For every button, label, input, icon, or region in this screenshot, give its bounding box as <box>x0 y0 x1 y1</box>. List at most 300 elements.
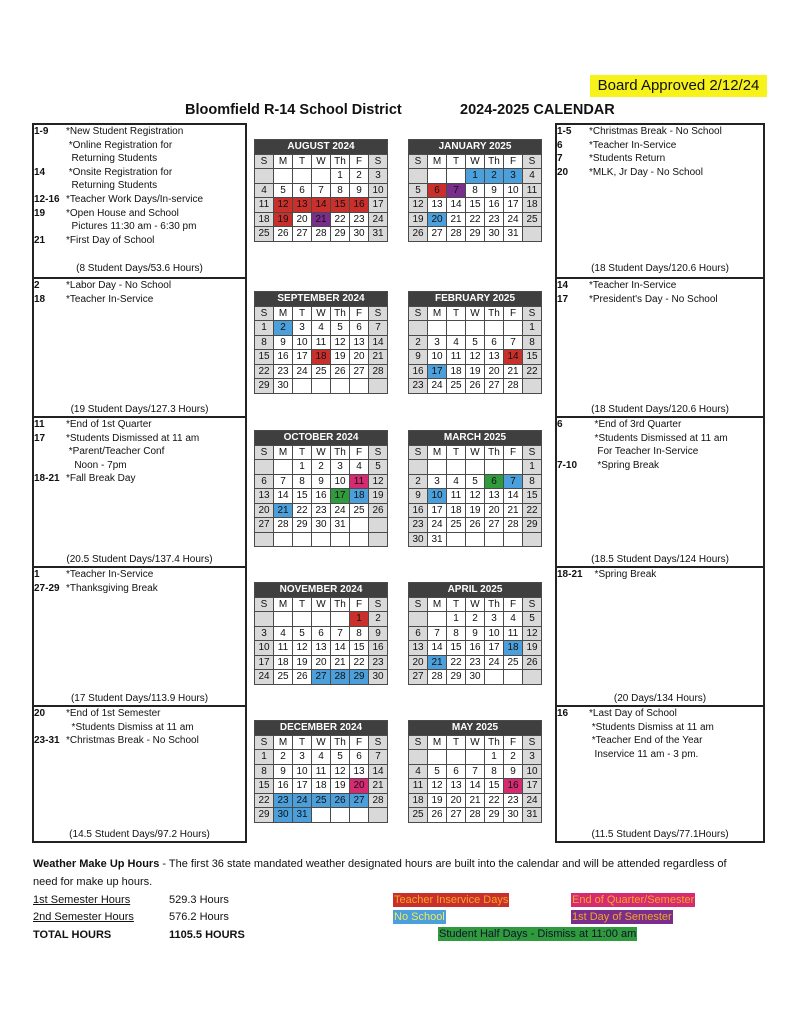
day-cell: 8 <box>255 764 274 779</box>
day-cell: 24 <box>331 503 350 518</box>
day-cell: 18 <box>447 503 466 518</box>
note-text <box>66 707 194 734</box>
week-row <box>255 489 388 504</box>
month-total: (20 Days/134 Hours) <box>613 693 707 705</box>
note-line: *Last Day of School <box>589 708 677 719</box>
day-cell: 25 <box>350 503 369 518</box>
day-cell: 8 <box>523 335 542 350</box>
day-cell <box>504 670 523 685</box>
week-row <box>409 503 542 518</box>
month-header-row <box>255 583 388 598</box>
note-date: 17 <box>34 432 46 444</box>
week-row <box>255 474 388 489</box>
day-cell <box>428 169 447 184</box>
day-cell: 8 <box>350 626 369 641</box>
note-text <box>66 582 158 596</box>
day-cell: 17 <box>523 779 542 794</box>
day-cell: 14 <box>369 335 388 350</box>
day-cell: 28 <box>369 793 388 808</box>
week-row <box>255 321 388 336</box>
weekday-label: F <box>504 735 523 750</box>
day-cell: 28 <box>274 518 293 533</box>
day-cell: 14 <box>274 489 293 504</box>
left-month-notes <box>34 566 245 707</box>
day-cell: 28 <box>504 379 523 394</box>
day-cell-quarter: 11 <box>350 474 369 489</box>
day-cell: 4 <box>447 474 466 489</box>
day-cell: 22 <box>255 793 274 808</box>
week-row <box>255 808 388 823</box>
day-cell: 26 <box>369 503 388 518</box>
weekday-label: M <box>274 735 293 750</box>
day-cell: 27 <box>409 670 428 685</box>
day-cell-noschool: 3 <box>504 169 523 184</box>
week-row <box>409 779 542 794</box>
note-entry <box>34 293 245 307</box>
day-cell: 14 <box>369 764 388 779</box>
day-cell: 15 <box>523 489 542 504</box>
month-header-row <box>409 292 542 307</box>
day-cell: 6 <box>409 626 428 641</box>
month-total: (18.5 Student Days/124 Hours) <box>591 554 729 566</box>
day-cell: 9 <box>274 335 293 350</box>
day-cell: 15 <box>447 641 466 656</box>
day-cell: 27 <box>350 364 369 379</box>
note-line: *President's Day - No School <box>589 293 718 305</box>
week-row <box>255 198 388 213</box>
day-cell-noschool: 24 <box>293 793 312 808</box>
day-cell: 5 <box>428 764 447 779</box>
day-cell-noschool: 30 <box>274 808 293 823</box>
weekday-row <box>255 306 388 321</box>
month-total: (11.5 Student Days/77.1Hours) <box>591 829 729 841</box>
day-cell: 11 <box>312 335 331 350</box>
day-cell <box>274 169 293 184</box>
weekday-label: F <box>504 306 523 321</box>
day-cell <box>274 532 293 547</box>
month-total: (17 Student Days/113.9 Hours) <box>70 693 209 705</box>
legend-half-days: Student Half Days - Dismiss at 11:00 am <box>439 928 637 940</box>
month-header-row <box>409 140 542 155</box>
note-date: 17 <box>557 293 569 305</box>
note-entry <box>34 582 245 596</box>
day-cell: 29 <box>293 518 312 533</box>
day-cell: 9 <box>369 626 388 641</box>
note-line: *Spring Break <box>589 569 657 580</box>
day-cell: 27 <box>447 808 466 823</box>
week-row <box>255 670 388 685</box>
day-cell: 16 <box>312 489 331 504</box>
day-cell: 26 <box>274 227 293 242</box>
left-month-notes <box>34 416 245 568</box>
note-text <box>589 459 659 473</box>
weekday-label: Th <box>331 735 350 750</box>
weekday-label: S <box>369 154 388 169</box>
day-cell: 2 <box>274 750 293 765</box>
weekday-label: W <box>466 445 485 460</box>
day-cell: 16 <box>409 503 428 518</box>
day-cell: 23 <box>312 503 331 518</box>
weekday-label: F <box>350 445 369 460</box>
day-cell: 4 <box>523 169 542 184</box>
weekday-label: W <box>466 735 485 750</box>
day-cell: 2 <box>409 335 428 350</box>
day-cell: 25 <box>504 655 523 670</box>
day-cell: 6 <box>447 764 466 779</box>
month-calendar <box>408 291 542 394</box>
week-row <box>409 335 542 350</box>
day-cell: 9 <box>274 764 293 779</box>
note-text <box>66 234 154 248</box>
note-date: 18-21 <box>557 569 583 580</box>
day-cell: 17 <box>504 198 523 213</box>
day-cell: 19 <box>331 779 350 794</box>
day-cell <box>369 532 388 547</box>
note-text <box>589 293 718 307</box>
day-cell: 10 <box>293 764 312 779</box>
day-cell: 29 <box>466 227 485 242</box>
weekday-label: F <box>350 154 369 169</box>
day-cell-quarter: 20 <box>350 779 369 794</box>
week-row <box>409 183 542 198</box>
day-cell: 8 <box>466 183 485 198</box>
day-cell: 11 <box>409 779 428 794</box>
day-cell <box>428 750 447 765</box>
note-entry <box>34 472 245 486</box>
note-text <box>589 418 728 459</box>
month-name: MARCH 2025 <box>409 431 542 446</box>
day-cell: 29 <box>485 808 504 823</box>
weekday-label: F <box>350 597 369 612</box>
day-cell-noschool: 25 <box>312 793 331 808</box>
day-cell: 20 <box>447 793 466 808</box>
day-cell: 14 <box>504 489 523 504</box>
note-text <box>589 125 722 139</box>
note-text <box>66 193 203 207</box>
day-cell: 5 <box>274 183 293 198</box>
note-date: 6 <box>557 139 563 151</box>
weekday-label: T <box>293 306 312 321</box>
week-row <box>409 198 542 213</box>
day-cell: 26 <box>331 364 350 379</box>
day-cell-firstday: 7 <box>447 183 466 198</box>
sem2-label: 2nd Semester Hours <box>33 911 134 923</box>
day-cell: 22 <box>523 364 542 379</box>
note-date: 12-16 <box>34 193 60 205</box>
day-cell: 1 <box>255 750 274 765</box>
weekday-label: F <box>350 735 369 750</box>
day-cell <box>350 808 369 823</box>
day-cell: 12 <box>331 764 350 779</box>
note-date: 20 <box>34 708 46 719</box>
note-entry <box>34 568 245 582</box>
day-cell: 22 <box>255 364 274 379</box>
week-row <box>255 793 388 808</box>
day-cell <box>409 612 428 627</box>
day-cell: 9 <box>312 474 331 489</box>
weekday-row <box>255 735 388 750</box>
weekday-label: W <box>466 306 485 321</box>
sem1-value: 529.3 Hours <box>169 894 229 906</box>
day-cell: 28 <box>447 227 466 242</box>
day-cell: 1 <box>293 460 312 475</box>
month-name: SEPTEMBER 2024 <box>255 292 388 307</box>
day-cell: 23 <box>409 518 428 533</box>
day-cell: 18 <box>274 655 293 670</box>
weekday-label: S <box>255 735 274 750</box>
note-entry <box>34 707 245 734</box>
day-cell-noschool: 28 <box>331 670 350 685</box>
month-total: (14.5 Student Days/97.2 Hours) <box>69 829 210 841</box>
day-cell: 19 <box>523 641 542 656</box>
day-cell: 21 <box>369 350 388 365</box>
day-cell: 1 <box>255 321 274 336</box>
day-cell: 22 <box>293 503 312 518</box>
day-cell <box>447 321 466 336</box>
note-text <box>66 166 172 193</box>
weekday-label: S <box>255 154 274 169</box>
note-entry <box>557 152 763 166</box>
day-cell: 20 <box>255 503 274 518</box>
day-cell-half: 17 <box>331 489 350 504</box>
day-cell: 5 <box>369 460 388 475</box>
weather-text: - The first 36 state mandated weather designated hours are built into the calendar and will be attended regardless of <box>159 858 727 870</box>
note-text <box>66 293 153 307</box>
month-header-row <box>409 583 542 598</box>
day-cell: 2 <box>409 474 428 489</box>
note-line: *Teacher End of the Year <box>589 735 703 747</box>
week-row <box>409 764 542 779</box>
month-calendar <box>254 720 388 823</box>
note-entry <box>557 707 763 761</box>
day-cell: 15 <box>523 350 542 365</box>
day-cell: 31 <box>523 808 542 823</box>
day-cell: 7 <box>369 321 388 336</box>
weekday-label: Th <box>485 154 504 169</box>
day-cell: 21 <box>504 503 523 518</box>
day-cell: 23 <box>485 212 504 227</box>
day-cell: 12 <box>369 474 388 489</box>
day-cell <box>485 532 504 547</box>
week-row <box>255 655 388 670</box>
day-cell: 30 <box>485 227 504 242</box>
day-cell: 15 <box>485 779 504 794</box>
day-cell: 29 <box>255 808 274 823</box>
day-cell: 19 <box>466 364 485 379</box>
day-cell: 27 <box>428 227 447 242</box>
day-cell: 12 <box>331 335 350 350</box>
note-date: 18 <box>34 293 46 305</box>
day-cell: 24 <box>504 212 523 227</box>
note-entry <box>34 207 245 234</box>
day-cell: 3 <box>428 474 447 489</box>
day-cell: 13 <box>485 350 504 365</box>
day-cell <box>447 532 466 547</box>
day-cell <box>428 460 447 475</box>
weekday-label: W <box>312 154 331 169</box>
day-cell: 12 <box>466 489 485 504</box>
week-row <box>409 379 542 394</box>
day-cell: 9 <box>409 350 428 365</box>
day-cell <box>293 532 312 547</box>
week-row <box>255 612 388 627</box>
note-date: 27-29 <box>34 582 60 594</box>
weekday-label: T <box>447 445 466 460</box>
day-cell: 14 <box>466 779 485 794</box>
day-cell-noschool: 10 <box>428 489 447 504</box>
weekday-label: S <box>369 306 388 321</box>
day-cell: 13 <box>428 198 447 213</box>
weekday-row <box>255 154 388 169</box>
week-row <box>409 532 542 547</box>
note-text <box>66 568 153 582</box>
note-entry <box>34 193 245 207</box>
weekday-label: M <box>428 306 447 321</box>
day-cell <box>331 379 350 394</box>
day-cell: 9 <box>350 183 369 198</box>
day-cell <box>350 379 369 394</box>
day-cell: 4 <box>504 612 523 627</box>
weekday-label: M <box>274 154 293 169</box>
day-cell: 16 <box>274 350 293 365</box>
day-cell: 1 <box>447 612 466 627</box>
note-date: 14 <box>34 166 46 178</box>
note-date: 1 <box>34 569 40 580</box>
day-cell: 10 <box>293 335 312 350</box>
day-cell: 14 <box>447 198 466 213</box>
day-cell: 18 <box>523 198 542 213</box>
day-cell-noschool: 27 <box>312 670 331 685</box>
note-line: Pictures 11:30 am - 6:30 pm <box>66 221 197 233</box>
day-cell-noschool: 18 <box>504 641 523 656</box>
day-cell: 9 <box>466 626 485 641</box>
calendar-year-title: 2024-2025 CALENDAR <box>460 102 615 118</box>
day-cell: 1 <box>523 460 542 475</box>
legend-first-day: 1st Day of Semester <box>572 911 672 923</box>
day-cell: 30 <box>466 670 485 685</box>
week-row <box>255 460 388 475</box>
day-cell: 13 <box>312 641 331 656</box>
day-cell: 27 <box>485 518 504 533</box>
day-cell <box>428 612 447 627</box>
weekday-label: S <box>255 597 274 612</box>
day-cell: 5 <box>466 474 485 489</box>
note-line: *Teacher In-Service <box>66 569 154 580</box>
day-cell: 16 <box>466 641 485 656</box>
day-cell: 11 <box>255 198 274 213</box>
day-cell: 6 <box>293 183 312 198</box>
right-month-notes <box>557 705 763 843</box>
weekday-label: W <box>312 735 331 750</box>
legend-end-of-quarter: End of Quarter/Semester <box>572 894 695 906</box>
day-cell <box>485 460 504 475</box>
weekday-label: F <box>504 445 523 460</box>
day-cell: 31 <box>331 518 350 533</box>
day-cell: 25 <box>447 379 466 394</box>
month-calendar <box>408 720 542 823</box>
weekday-label: T <box>293 154 312 169</box>
day-cell <box>293 612 312 627</box>
day-cell: 24 <box>428 379 447 394</box>
day-cell: 25 <box>255 227 274 242</box>
day-cell: 6 <box>485 335 504 350</box>
day-cell: 2 <box>369 612 388 627</box>
day-cell <box>504 460 523 475</box>
day-cell: 19 <box>331 350 350 365</box>
day-cell: 9 <box>409 489 428 504</box>
day-cell <box>466 321 485 336</box>
day-cell: 26 <box>523 655 542 670</box>
day-cell: 13 <box>255 489 274 504</box>
weather-note <box>33 858 727 870</box>
note-text <box>66 125 183 166</box>
day-cell: 18 <box>447 364 466 379</box>
week-row <box>255 750 388 765</box>
day-cell: 21 <box>466 793 485 808</box>
day-cell: 7 <box>466 764 485 779</box>
note-line: *Students Dismiss at 11 am <box>66 721 194 733</box>
note-date: 14 <box>557 280 569 291</box>
day-cell <box>523 670 542 685</box>
day-cell: 15 <box>350 641 369 656</box>
note-line: *MLK, Jr Day - No School <box>589 166 703 178</box>
day-cell: 23 <box>274 364 293 379</box>
day-cell <box>350 532 369 547</box>
month-calendar <box>254 430 388 547</box>
week-row <box>409 474 542 489</box>
note-line: *Labor Day - No School <box>66 280 172 291</box>
note-line: Returning Students <box>66 153 158 165</box>
weekday-row <box>409 306 542 321</box>
note-entry <box>34 125 245 166</box>
day-cell: 11 <box>447 489 466 504</box>
day-cell: 17 <box>428 503 447 518</box>
day-cell: 15 <box>255 779 274 794</box>
day-cell: 5 <box>466 335 485 350</box>
day-cell: 31 <box>504 227 523 242</box>
day-cell <box>447 750 466 765</box>
weekday-label: W <box>312 445 331 460</box>
week-row <box>409 793 542 808</box>
day-cell: 11 <box>504 626 523 641</box>
note-text <box>66 279 171 293</box>
day-cell <box>274 460 293 475</box>
week-row <box>409 612 542 627</box>
day-cell-inservice: 13 <box>293 198 312 213</box>
note-date: 18-21 <box>34 473 60 485</box>
day-cell: 29 <box>255 379 274 394</box>
day-cell: 23 <box>466 655 485 670</box>
weekday-label: S <box>409 445 428 460</box>
week-row <box>255 379 388 394</box>
note-entry <box>34 432 245 473</box>
day-cell: 26 <box>409 227 428 242</box>
day-cell: 28 <box>369 364 388 379</box>
week-row <box>409 364 542 379</box>
note-entry <box>557 125 763 139</box>
day-cell-noschool: 27 <box>350 793 369 808</box>
day-cell: 4 <box>447 335 466 350</box>
day-cell: 23 <box>369 655 388 670</box>
day-cell: 17 <box>485 641 504 656</box>
weekday-row <box>409 445 542 460</box>
note-entry <box>34 734 245 748</box>
weekday-label: W <box>466 154 485 169</box>
week-row <box>409 670 542 685</box>
day-cell <box>466 750 485 765</box>
month-name: OCTOBER 2024 <box>255 431 388 446</box>
weekday-label: Th <box>485 597 504 612</box>
